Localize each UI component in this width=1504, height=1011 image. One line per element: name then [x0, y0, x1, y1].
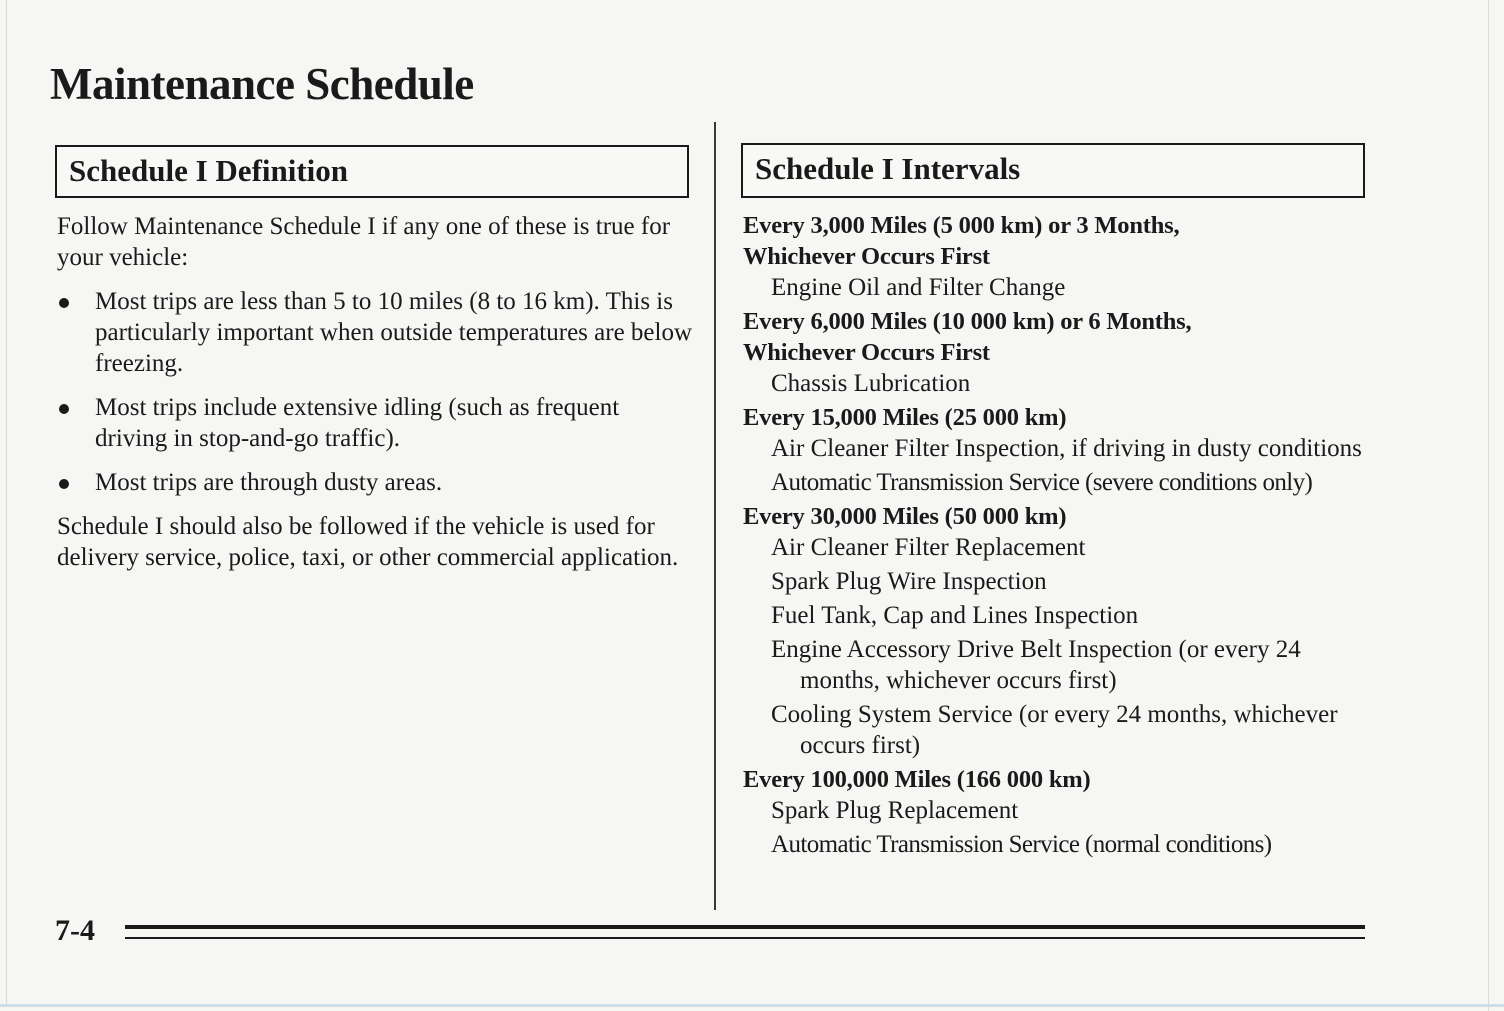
- page-title: Maintenance Schedule: [50, 59, 474, 109]
- interval-group: [743, 306, 1383, 399]
- service-item: Engine Accessory Drive Belt Inspection (or every 24 months, whichever occurs first): [771, 636, 1301, 694]
- interval-group: [743, 764, 1383, 860]
- intervals-heading-box: [741, 143, 1365, 198]
- page-number: 7-4: [55, 914, 95, 947]
- service-item: Automatic Transmission Service (severe conditions only): [771, 469, 1313, 496]
- service-item: Cooling System Service (or every 24 months, whichever occurs first): [771, 701, 1338, 759]
- service-item: Engine Oil and Filter Change: [771, 274, 1066, 301]
- interval-heading: [743, 306, 1383, 368]
- condition-item: [57, 286, 697, 379]
- scan-edge-bottom: [0, 1004, 1504, 1007]
- service-item: Spark Plug Replacement: [771, 797, 1019, 824]
- interval-heading-line: Whichever Occurs First: [743, 243, 990, 270]
- intervals-heading: Schedule I Intervals: [755, 151, 1021, 186]
- condition-text: Most trips are less than 5 to 10 miles (8 to 16 km). This is particularly important when outside temperatures are below freezing.: [95, 288, 693, 377]
- scan-edge-right: [1488, 0, 1489, 1011]
- definition-column: [57, 211, 697, 573]
- condition-text: Most trips are through dusty areas.: [95, 469, 443, 496]
- interval-heading-line: Whichever Occurs First: [743, 339, 990, 366]
- condition-item: [57, 392, 697, 454]
- condition-list: [57, 286, 697, 498]
- definition-intro: Follow Maintenance Schedule I if any one of these is true for your vehicle:: [57, 213, 671, 271]
- interval-group: [743, 402, 1383, 498]
- interval-heading-line: Every 3,000 Miles (5 000 km) or 3 Months,: [743, 212, 1180, 239]
- intervals-column: [743, 210, 1383, 863]
- column-divider: [714, 122, 716, 910]
- service-item: Air Cleaner Filter Replacement: [771, 534, 1086, 561]
- footer-rule-thin: [125, 937, 1365, 939]
- interval-heading: Every 100,000 Miles (166 000 km): [743, 766, 1091, 793]
- interval-heading: Every 30,000 Miles (50 000 km): [743, 503, 1067, 530]
- interval-heading-line: Every 6,000 Miles (10 000 km) or 6 Months,: [743, 308, 1192, 335]
- service-item: Spark Plug Wire Inspection: [771, 568, 1047, 595]
- service-item: Air Cleaner Filter Inspection, if driving in dusty conditions: [771, 435, 1362, 462]
- condition-text: Most trips include extensive idling (such as frequent driving in stop-and-go traffic).: [95, 394, 620, 452]
- bullet-icon: [59, 479, 69, 489]
- service-item: Fuel Tank, Cap and Lines Inspection: [771, 602, 1139, 629]
- definition-heading-box: [55, 145, 689, 198]
- interval-heading: Every 15,000 Miles (25 000 km): [743, 404, 1067, 431]
- scan-edge-left: [6, 0, 7, 1005]
- definition-outro: Schedule I should also be followed if the vehicle is used for delivery service, police, taxi, or other commercial application.: [57, 513, 679, 571]
- footer-rule-thick: [125, 925, 1365, 929]
- condition-item: [57, 467, 697, 498]
- interval-heading: [743, 210, 1383, 272]
- bullet-icon: [59, 404, 69, 414]
- bullet-icon: [59, 298, 69, 308]
- interval-group: [743, 501, 1383, 761]
- definition-heading: Schedule I Definition: [69, 153, 349, 188]
- interval-group: [743, 210, 1383, 303]
- service-item: Chassis Lubrication: [771, 370, 971, 397]
- service-item: Automatic Transmission Service (normal conditions): [771, 831, 1272, 858]
